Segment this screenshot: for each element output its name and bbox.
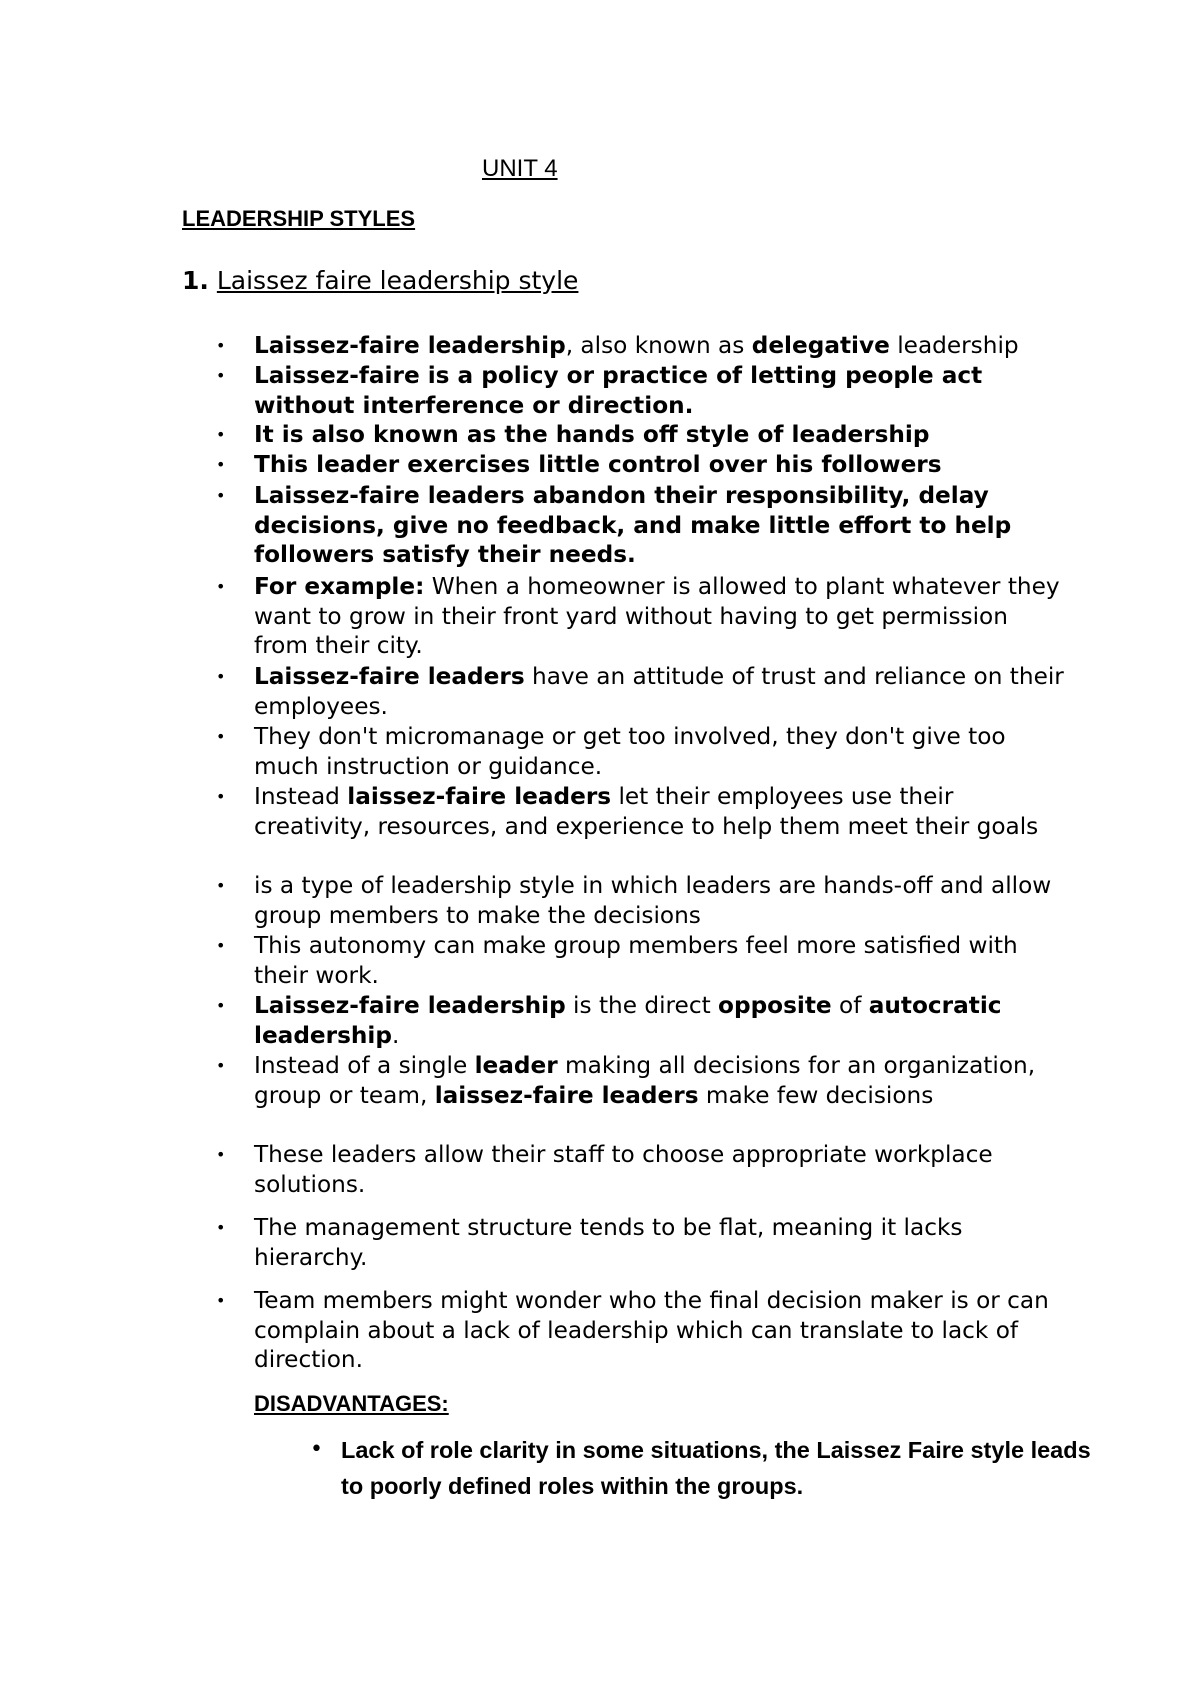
list-item-text: This autonomy can make group members feel more satisfied with their work. (254, 932, 1018, 989)
list-item-text: Laissez-faire leaders have an attitude of trust and reliance on their employees. (254, 663, 1064, 720)
list-item-text: Instead laissez-faire leaders let their employees use their creativity, resources, and experience to help them meet their goals (254, 783, 1039, 840)
list-item-text: Laissez-faire leaders abandon their responsibility, delay decisions, give no feedback, and make little effort to help followers satisfy their needs. (254, 482, 1012, 568)
disadvantages-heading: DISADVANTAGES: (254, 1391, 449, 1416)
bullet-icon: • (216, 1056, 226, 1075)
list-item-text: Instead of a single leader making all decisions for an organization, group or team, laissez-faire leaders make few decisions (254, 1052, 1036, 1109)
disadvantage-text: Lack of role clarity in some situations, the Laissez Faire style leads to poorly defined roles within the groups. (341, 1437, 1091, 1499)
list-item-text: It is also known as the hands off style of leadership (254, 421, 930, 448)
bullet-icon: • (216, 336, 226, 355)
bullet-icon: • (310, 1437, 323, 1462)
bullet-icon: • (216, 425, 226, 444)
bullet-icon: • (216, 1145, 226, 1164)
style-heading (182, 265, 578, 297)
list-item-text: Laissez-faire leadership, also known as delegative leadership (254, 332, 1019, 359)
bullet-icon: • (216, 455, 226, 474)
bullet-icon: • (216, 1218, 226, 1237)
list-item-text: They don't micromanage or get too involved, they don't give too much instruction or guidance. (254, 723, 1006, 780)
bullet-icon: • (216, 577, 226, 596)
bullet-icon: • (216, 727, 226, 746)
bullet-icon: • (216, 996, 226, 1015)
bullet-icon: • (216, 667, 226, 686)
unit-title: UNIT 4 (482, 155, 558, 182)
list-item-text: For example: When a homeowner is allowed to plant whatever they want to grow in their front yard without having to get permission from their city. (254, 573, 1060, 659)
bullet-icon: • (216, 486, 226, 505)
bullet-icon: • (216, 936, 226, 955)
style-heading-text: Laissez faire leadership style (216, 266, 579, 295)
list-item-text: Laissez-faire is a policy or practice of letting people act without interference or direction. (254, 362, 983, 419)
section-heading: LEADERSHIP STYLES (182, 206, 416, 231)
list-item-text: These leaders allow their staff to choose appropriate workplace solutions. (254, 1141, 993, 1198)
list-item-text: Laissez-faire leadership is the direct opposite of autocratic leadership. (254, 992, 1002, 1049)
bullet-icon: • (216, 1291, 226, 1310)
bullet-icon: • (216, 787, 226, 806)
bullet-icon: • (216, 366, 226, 385)
style-heading-number: 1. (182, 266, 209, 295)
list-item-text: is a type of leadership style in which leaders are hands-off and allow group members to make the decisions (254, 872, 1052, 929)
bullet-icon: • (216, 876, 226, 895)
list-item-text: The management structure tends to be flat, meaning it lacks hierarchy. (254, 1214, 963, 1271)
list-item-text: Team members might wonder who the final decision maker is or can complain about a lack of leadership which can translate to lack of direction. (254, 1287, 1049, 1373)
list-item-text: This leader exercises little control over his followers (254, 451, 942, 478)
